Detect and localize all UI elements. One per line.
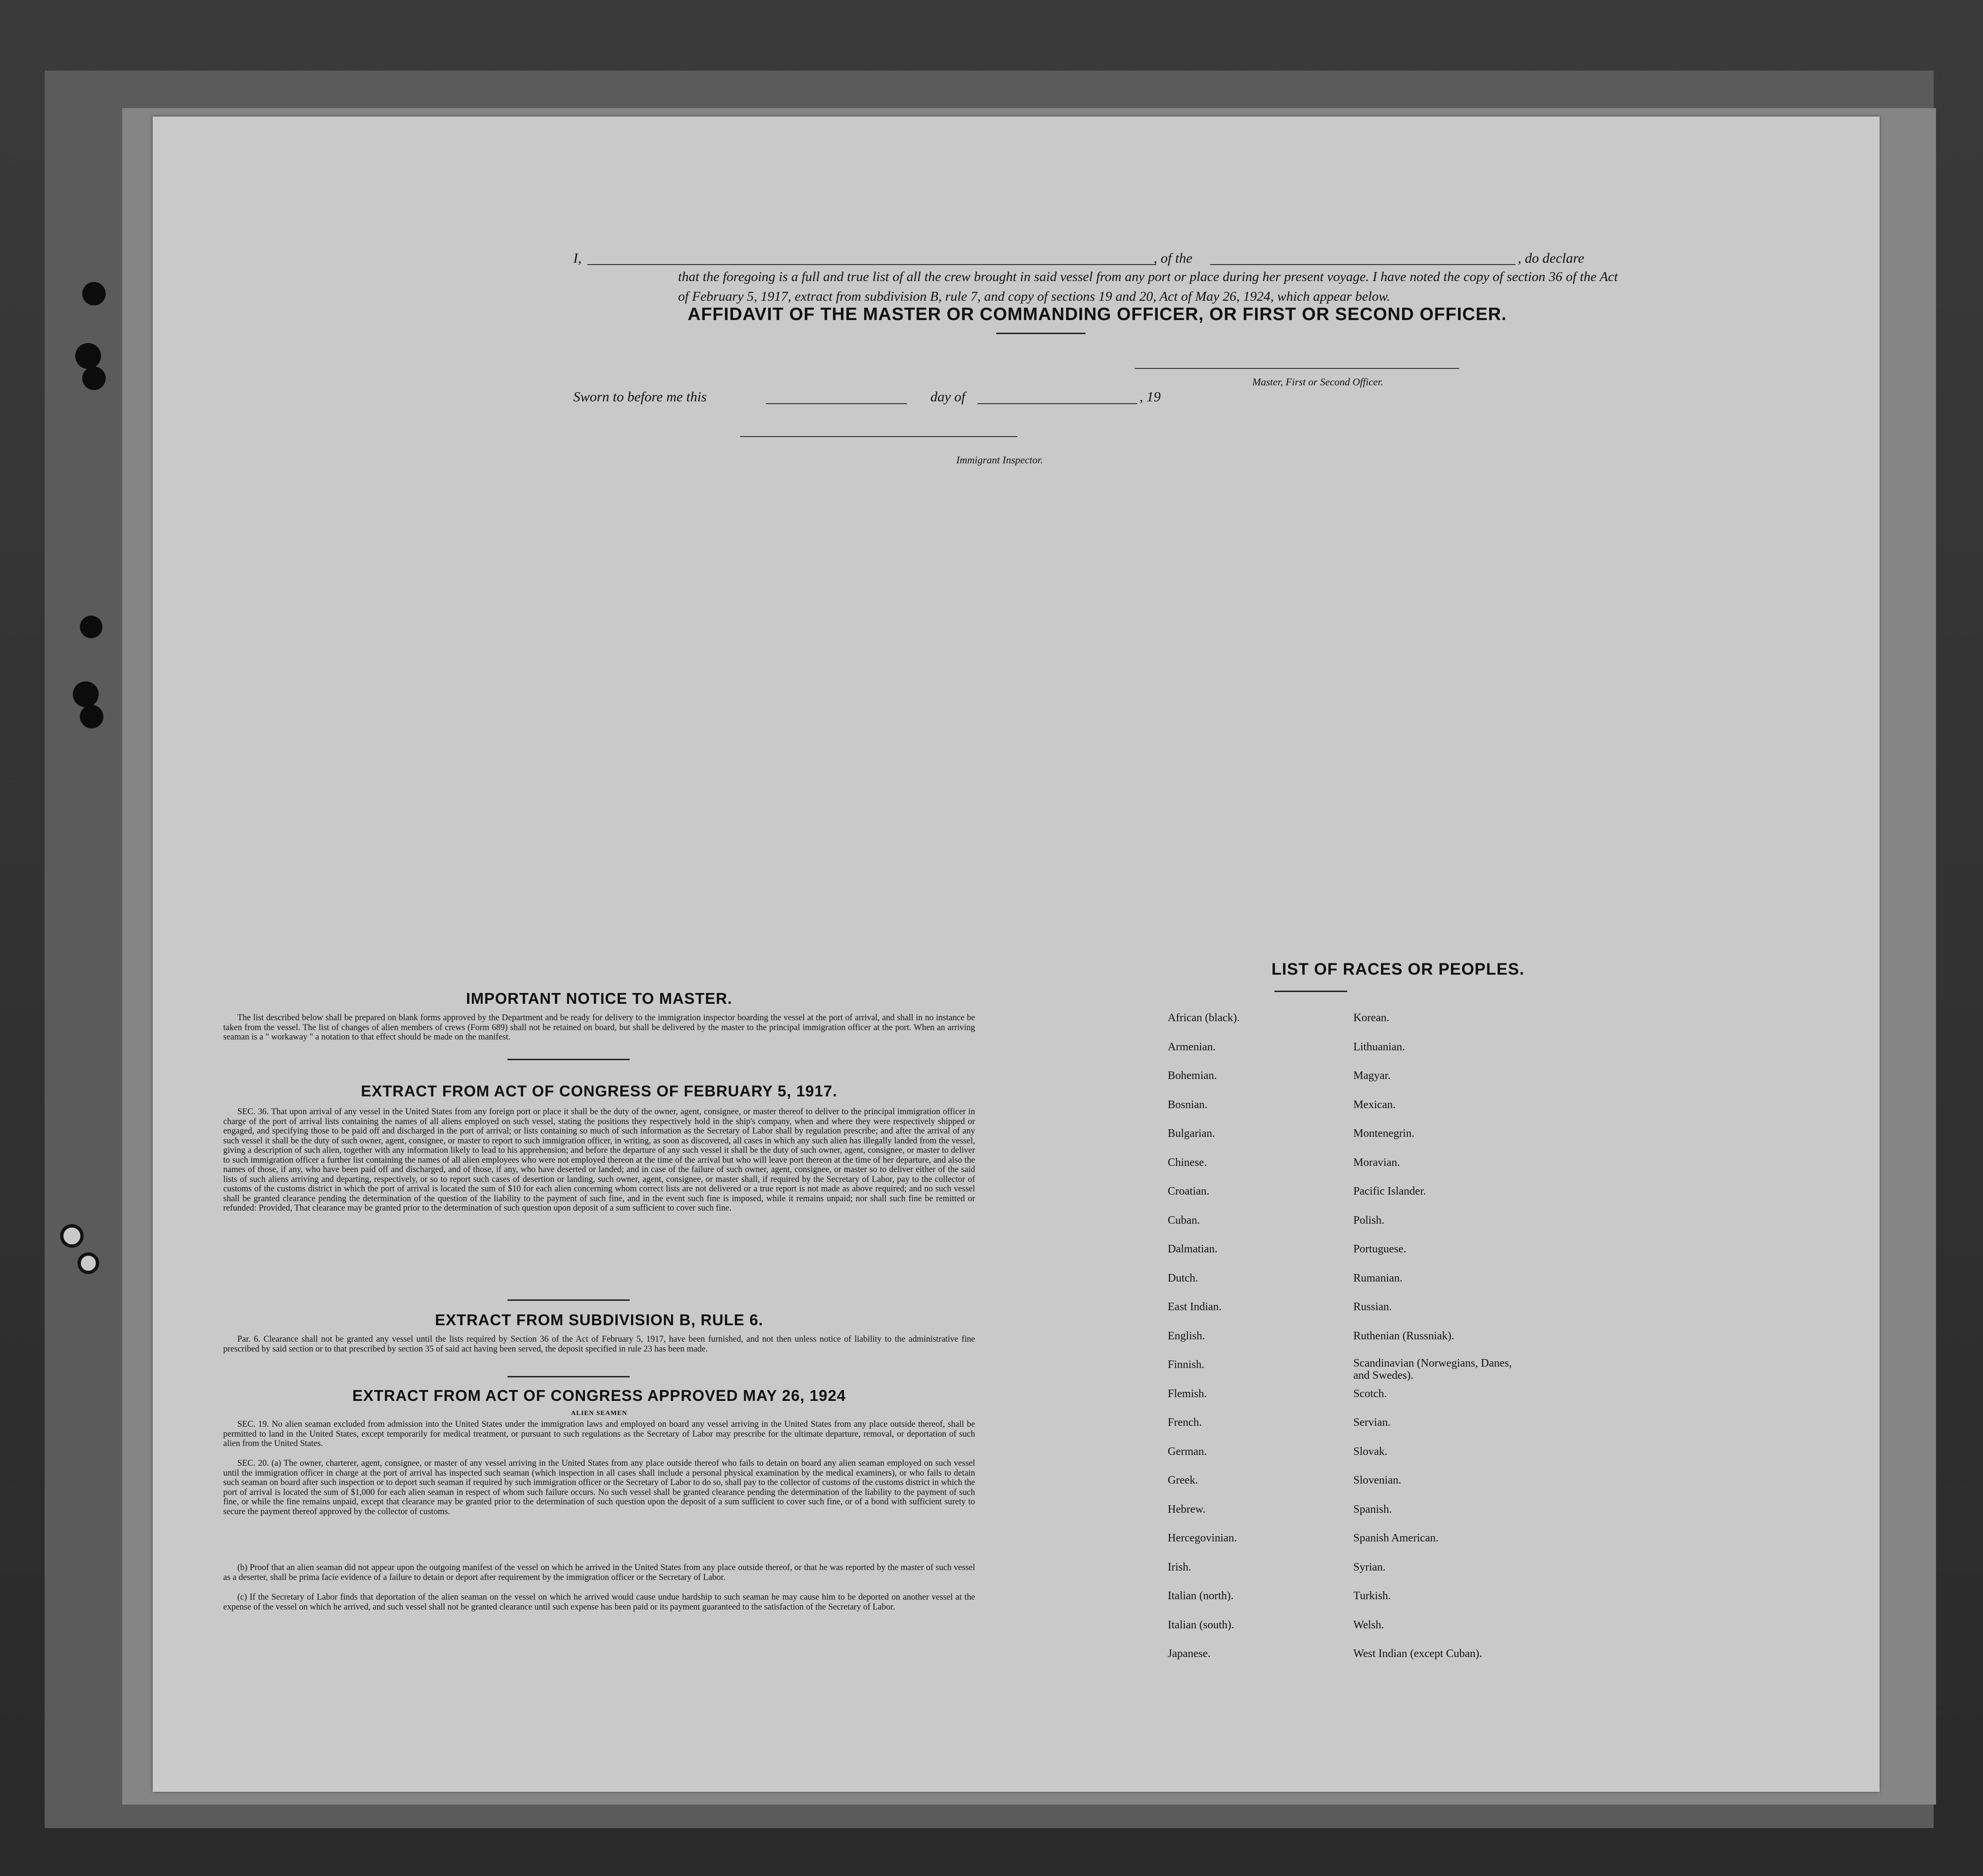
binder-hole: [80, 616, 102, 638]
race-item: Slovak.: [1353, 1446, 1388, 1458]
race-item: Bulgarian.: [1168, 1127, 1215, 1140]
race-item: Servian.: [1353, 1416, 1391, 1429]
race-item: Cuban.: [1168, 1214, 1200, 1227]
extract-1917-body: SEC. 36. That upon arrival of any vessel in the United States from any foreign port or place it shall be the duty of the owner, agent, consignee, or master thereof to deliver to the principal immigration officer in charge of the port of arrival lists containing the names of all aliens employed on such vessel, stating the positions they respectively hold in the ship's company, when and where they were respectively shipped or engaged, and specifying those to be paid off and discharged in the port of arrival; or lists containing so much of such information as the Secretary of Labor shall by regulation prescribe; and after the arrival of any such vessel it shall be the duty of such owner, agent, consignee, or master to report to such immigration officer, in writing, as soon as discovered, all cases in which any such alien has illegally landed from the vessel, giving a description of such alien, together with any information likely to lead to his apprehension; and before the departure of any such vessel it shall be the duty of such owner, agent, consignee, or master to deliver to such immigration officer a further list containing the names of all alien employees who were not employed thereon at the time of the arrival but who will leave port thereon at the time of her departure, and also the names of those, if any, who have been paid off and discharged, and of those, if any, who have deserted or landed; and in case of the failure of such owner, agent, consignee, or master so to deliver either of the said lists of such aliens arriving and departing, respectively, or so to report such cases of desertion or landing, such owner, agent, consignee, or master shall, if required by the Secretary of Labor, pay to the collector of customs of the customs district in which the port of arrival is located the sum of $10 for each alien concerning whom correct lists are not delivered or a true report is not made as above required; and no such vessel shall be granted clearance pending the determination of the question of the liability to the payment of such fine, and in the event such fine is imposed, while it remains unpaid; nor shall such fine be remitted or refunded: Provided, That clearance may be granted prior to the determination of such question upon deposit of a sum sufficient to cover such fine.: [223, 1107, 975, 1213]
race-item: Slovenian.: [1353, 1474, 1401, 1486]
race-item: Hercegovinian.: [1168, 1532, 1237, 1544]
extract-1924-title: EXTRACT FROM ACT OF CONGRESS APPROVED MAY 26, 1924: [352, 1387, 846, 1404]
race-item: Finnish.: [1168, 1359, 1205, 1371]
extract-rule6-body: Par. 6. Clearance shall not be granted any vessel until the lists required by Section 36 of the Act of February 5, 1917, have been furnished, and not then unless notice of liability to the administrative fine prescribed by said section or to that prescribed by section 35 of said act having been served, the deposit specified in rule 23 has been made.: [223, 1335, 975, 1354]
race-item: Dutch.: [1168, 1272, 1198, 1284]
extract-1917-title: EXTRACT FROM ACT OF CONGRESS OF FEBRUARY 5, 1917.: [360, 1082, 838, 1100]
race-item: French.: [1168, 1416, 1202, 1429]
race-item: Montenegrin.: [1353, 1127, 1414, 1140]
race-item: Spanish American.: [1353, 1532, 1439, 1544]
race-item: East Indian.: [1168, 1301, 1222, 1313]
affidavit-page: [153, 117, 1880, 1792]
race-item: Pacific Islander.: [1353, 1185, 1426, 1197]
binder-hole: [80, 705, 103, 728]
race-item: Korean.: [1353, 1012, 1390, 1024]
races-title: LIST OF RACES OR PEOPLES.: [1271, 960, 1525, 978]
race-item: Rumanian.: [1353, 1272, 1403, 1284]
extract-1924-sec20b: (b) Proof that an alien seaman did not appear upon the outgoing manifest of the vessel on which he arrived in the United States from any place outside thereof, or that he was reported by the master of such vessel as a deserter, shall be prima facie evidence of a failure to detain or deport after requirement by the immigration officer or the Secretary of Labor.: [223, 1563, 975, 1582]
vessel-name-blank[interactable]: [1210, 264, 1515, 265]
sworn-year: , 19: [1140, 389, 1161, 405]
inspector-signature-label: Immigrant Inspector.: [956, 454, 1043, 466]
race-item: Flemish.: [1168, 1388, 1207, 1400]
master-signature-blank[interactable]: [1135, 368, 1459, 369]
race-item: Scandinavian (Norwegians, Danes, and Swedes).: [1353, 1357, 1512, 1382]
inspector-signature-blank[interactable]: [740, 436, 1017, 437]
notice-title: IMPORTANT NOTICE TO MASTER.: [466, 990, 733, 1007]
race-item: Lithuanian.: [1353, 1041, 1405, 1053]
race-item: Irish.: [1168, 1561, 1191, 1573]
race-item: Greek.: [1168, 1474, 1198, 1486]
race-item: African (black).: [1168, 1012, 1240, 1024]
race-item: Armenian.: [1168, 1041, 1216, 1053]
race-item: Portuguese.: [1353, 1243, 1406, 1255]
divider: [507, 1376, 630, 1377]
race-item: Italian (south).: [1168, 1619, 1234, 1631]
sworn-day-blank[interactable]: [766, 403, 907, 404]
binder-hole: [75, 343, 101, 369]
race-item: Japanese.: [1168, 1648, 1211, 1660]
extract-1924-sec19: SEC. 19. No alien seaman excluded from admission into the United States under the immigration laws and employed on board any vessel arriving in the United States from any place outside thereof, shall be permitted to land in the United States, except temporarily for medical treatment, or pursuant to such regulations as the Secretary of Labor may prescribe for the ultimate departure, removal, or deportation of such alien from the United States.: [223, 1420, 975, 1448]
race-item: Dalmatian.: [1168, 1243, 1218, 1255]
affidavit-of-the: , of the: [1154, 250, 1193, 266]
extract-1924-sec20c: (c) If the Secretary of Labor finds that deportation of the alien seaman on the vessel on which he arrived would cause undue hardship to such seaman he may cause him to be deported on another vessel at the expense of the vessel on which he arrived, and such vessel shall not be granted clearance until such expense has been paid or its payment guaranteed to the satisfaction of the Secretary of Labor.: [223, 1593, 975, 1612]
race-item: Russian.: [1353, 1301, 1392, 1313]
affidavit-declaration: that the foregoing is a full and true list of all the crew brought in said vessel from any port or place during her present voyage. I have noted the copy of section 36 of the Act of February 5, 1917, extract from subdivision B, rule 7, and copy of sections 19 and 20, Act of May 26, 1924, which appear below.: [678, 269, 1618, 304]
affidavit-declarant-prefix: I,: [573, 250, 582, 266]
race-item: Bohemian.: [1168, 1070, 1217, 1082]
race-item: Syrian.: [1353, 1561, 1386, 1573]
race-item: Spanish.: [1353, 1503, 1392, 1516]
race-item: Bosnian.: [1168, 1099, 1208, 1111]
affidavit-title: AFFIDAVIT OF THE MASTER OR COMMANDING OFFICER, OR FIRST OR SECOND OFFICER.: [687, 305, 1507, 324]
binder-hole: [82, 282, 106, 305]
race-item: Moravian.: [1353, 1157, 1400, 1169]
sworn-prefix: Sworn to before me this: [573, 389, 707, 405]
race-item: English.: [1168, 1330, 1205, 1342]
race-item: Croatian.: [1168, 1185, 1210, 1197]
race-item: German.: [1168, 1446, 1207, 1458]
race-item: Welsh.: [1353, 1619, 1384, 1631]
extract-1924-subtitle: ALIEN SEAMEN: [571, 1410, 627, 1417]
race-item: Magyar.: [1353, 1070, 1391, 1082]
race-item: Mexican.: [1353, 1099, 1396, 1111]
extract-1924-sec20a: SEC. 20. (a) The owner, charterer, agent, consignee, or master of any vessel arriving in the United States from any place outside thereof who fails to detain on board any alien seaman employed on such vessel until the immigration officer in charge at the port of arrival has inspected such seaman (which inspection in all cases shall include a personal physical examination by the medical examiners), or who fails to detain such seaman on board after such inspection or to deport such seaman if required by such immigration officer or the Secretary of Labor to do so, shall pay to the collector of customs of the customs district in which the port of arrival is located the sum of $1,000 for each alien seaman in respect of whom such failure occurs. No such vessel shall be granted clearance pending the determination of the liability to the payment of such fine, or while the fine remains unpaid, except that clearance may be granted prior to the determination of such question upon the deposit of a sum sufficient to cover such fine, or of a bond with sufficient surety to secure the payment thereof approved by the collector of customs.: [223, 1459, 975, 1516]
race-item: Hebrew.: [1168, 1503, 1206, 1516]
divider: [507, 1059, 630, 1060]
sworn-month-blank[interactable]: [977, 403, 1137, 404]
binder-ring: [60, 1224, 84, 1248]
affidavit-do-declare: , do declare: [1518, 250, 1585, 266]
race-item: Chinese.: [1168, 1157, 1207, 1169]
binder-hole: [73, 681, 99, 707]
race-item: Italian (north).: [1168, 1590, 1234, 1602]
notice-body: The list described below shall be prepared on blank forms approved by the Department and be ready for delivery to the immigration inspector boarding the vessel at the port of arrival, and shall in no instance be taken from the vessel. The list of changes of alien members of crews (Form 689) shall not be retained on board, but shall be delivered by the master to the principal immigration officer at the port. When an arriving seaman is a " workaway " a notation to that effect should be made on the manifest.: [223, 1013, 975, 1042]
title-divider: [996, 333, 1085, 334]
divider: [507, 1299, 630, 1301]
sworn-day-of: day of: [930, 389, 966, 405]
binder-hole: [82, 367, 106, 390]
race-item: Scotch.: [1353, 1388, 1387, 1400]
races-divider: [1274, 991, 1347, 992]
extract-rule6-title: EXTRACT FROM SUBDIVISION B, RULE 6.: [435, 1311, 764, 1329]
race-item: Polish.: [1353, 1214, 1385, 1227]
race-item: West Indian (except Cuban).: [1353, 1648, 1482, 1660]
declarant-name-blank[interactable]: [587, 264, 1156, 265]
race-item: Ruthenian (Russniak).: [1353, 1330, 1454, 1342]
race-item: Turkish.: [1353, 1590, 1391, 1602]
binder-ring: [78, 1252, 99, 1274]
master-signature-label: Master, First or Second Officer.: [1252, 376, 1383, 388]
